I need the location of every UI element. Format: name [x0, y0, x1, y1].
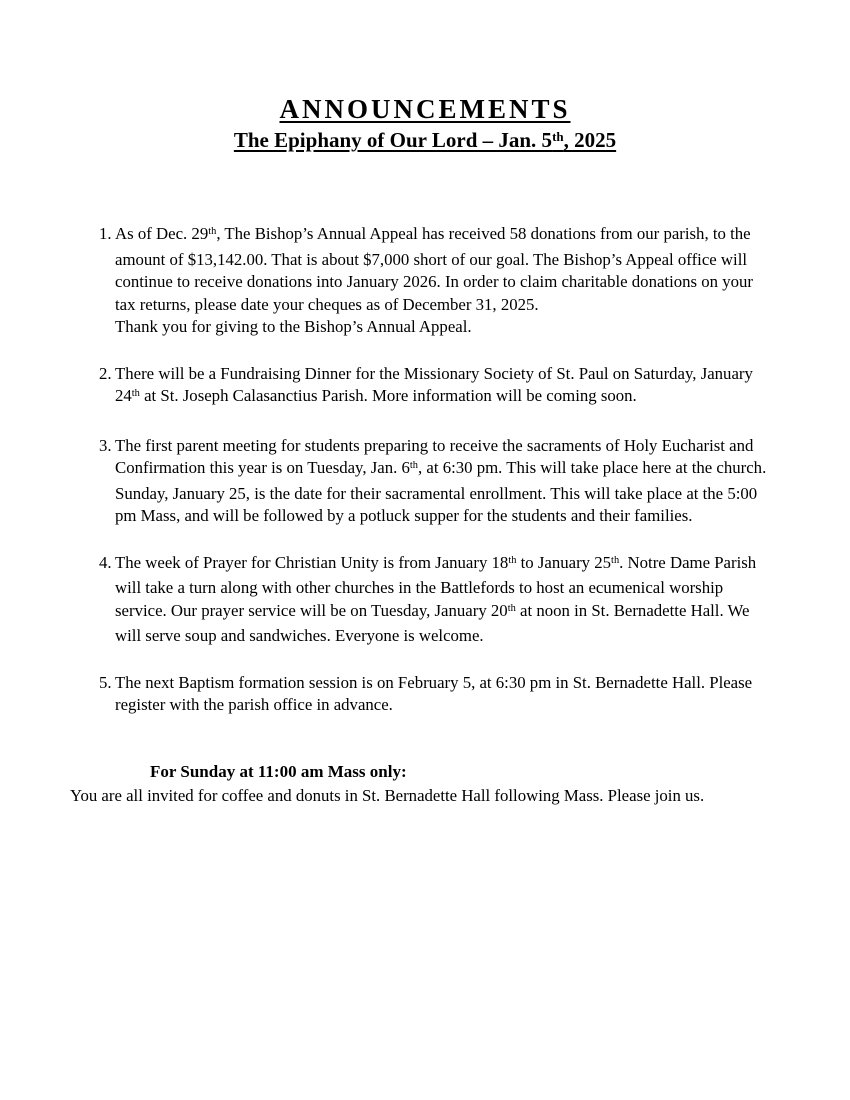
document-subtitle — [0, 128, 850, 155]
ordinal-superscript: th — [409, 460, 419, 472]
ordinal-superscript: th — [552, 129, 564, 145]
ordinal-superscript: th — [611, 554, 620, 566]
document-title — [0, 94, 850, 125]
item-number: 1. — [99, 224, 112, 243]
ordinal-superscript: th — [508, 554, 517, 566]
item-text: As of Dec. 29th, The Bishop’s Annual Appeal has received 58 donations from our parish, to the amount of $13,142.00. That is about $7,000 short of our goal. The Bishop’s Appeal office will continue to receive donations into January 2026. In order to claim charitable donations on your tax returns, please date your cheques as of December 31, 2025. Thank you for giving to the Bishop’s Annual Appeal. — [115, 224, 753, 336]
document-title-text: ANNOUNCEMENTS — [279, 94, 571, 124]
mass-note-body: You are all invited for coffee and donuts in St. Bernadette Hall following Mass. Please join us. — [70, 786, 705, 805]
item-number: 4. — [99, 552, 112, 572]
item-text: The next Baptism formation session is on February 5, at 6:30 pm in St. Bernadette Hall. Please register with the parish office in advance. — [115, 672, 753, 714]
item-number: 2. — [99, 363, 112, 383]
item-text: The week of Prayer for Christian Unity is from January 18th to January 25th. Notre Dame Parish will take a turn along with other churches in the Battlefords to host an ecumenical worship service. Our prayer service will be on Tuesday, January 20th at noon in St. Bernadette Hall. We will serve soup and sandwiches. Everyone is welcome. — [115, 552, 757, 645]
item-number: 3. — [99, 435, 112, 455]
mass-note-heading: For Sunday at 11:00 am Mass only: — [150, 761, 407, 781]
ordinal-superscript: th — [131, 388, 140, 400]
announcement-item — [99, 363, 777, 411]
item-number: 5. — [99, 672, 112, 692]
ordinal-superscript: th — [507, 602, 516, 614]
item-text: The first parent meeting for students preparing to receive the sacraments of Holy Eucharist and Confirmation this year is on Tuesday, Jan. 6th, at 6:30 pm. This will take place here at the church. Sunday, January 25, is the date for their sacramental enrollment. This will take place at the 5:00 pm Mass, and will be followed by a potluck supper for the students and their families. — [115, 435, 767, 525]
announcement-item — [99, 435, 777, 528]
item-text: There will be a Fundraising Dinner for the Missionary Society of St. Paul on Saturday, January 24th at St. Joseph Calasanctius Parish. More information will be coming soon. — [115, 363, 753, 405]
announcement-item — [99, 672, 777, 717]
announcement-item — [99, 552, 777, 648]
announcement-item — [99, 223, 777, 339]
document-subtitle-text: The Epiphany of Our Lord – Jan. 5th, 2025 — [233, 128, 617, 152]
announcement-list — [0, 223, 850, 717]
ordinal-superscript: th — [208, 226, 217, 238]
